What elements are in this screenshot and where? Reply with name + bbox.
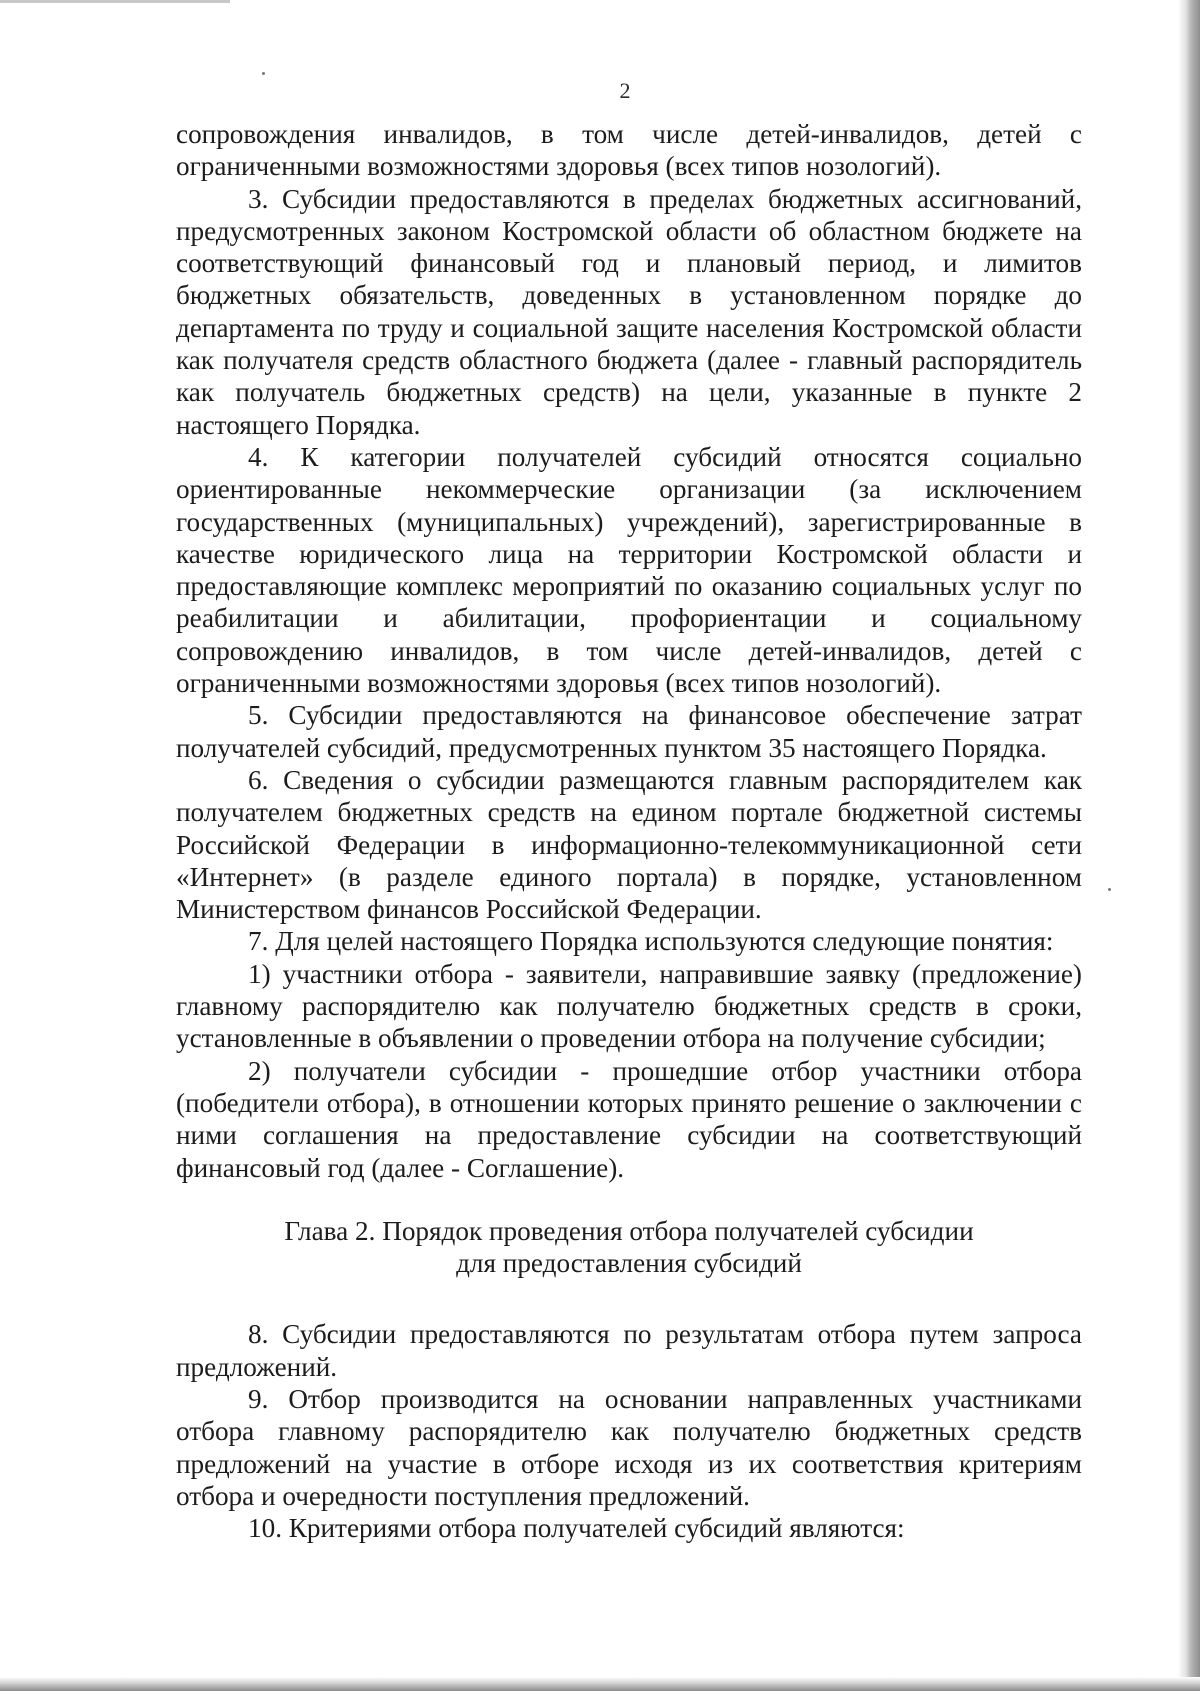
paragraph-item-10: 10. Критериями отбора получателей субсидий являются: [248,1513,905,1544]
chapter-heading-line-2: для предоставления субсидий [456,1248,802,1279]
paragraph-item-7: 7. Для целей настоящего Порядка используются следующие понятия: [248,926,1054,957]
paragraph-item-6: 6. Сведения о субсидии размещаются главным распорядителем как получателем бюджетных средств на едином портале бюджетной системы Российской Федерации в информационно-телекоммуникационной сети «Интернет» (в разделе единого портала) в порядке, установленном Министерством финансов Российской Федерации. [176,764,1082,925]
paragraph-item-4: 4. К категории получателей субсидий относятся социально ориентированные некоммерческие организации (за исключением государственных (муниципальных) учреждений), зарегистрированные в качестве юридического лица на территории Костромской области и предоставляющие комплекс мероприятий по оказанию социальных услуг по реабилитации и абилитации, профориентации и социальному сопровождению инвалидов, в том числе детей-инвалидов, детей с ограниченными возможностями здоровья (всех типов нозологий). [176,441,1082,699]
chapter-heading-line-1: Глава 2. Порядок проведения отбора получателей субсидии [284,1215,974,1246]
paragraph-item-3: 3. Субсидии предоставляются в пределах бюджетных ассигнований, предусмотренных законом Костромской области об областном бюджете на соответствующий финансовый год и плановый период, и лимитов бюджетных обязательств, доведенных в установленном порядке до департамента по труду и социальной защите населения Костромской области как получателя средств областного бюджета (далее - главный распорядитель как получатель бюджетных средств) на цели, указанные в пункте 2 настоящего Порядка. [176,183,1082,440]
paragraph-item-9: 9. Отбор производится на основании направленных участниками отбора главному распорядителю как получателю бюджетных средств предложений на участие в отборе исходя из их соответствия критериям отбора и очередности поступления предложений. [176,1383,1082,1511]
paragraph-subitem-1: 1) участники отбора - заявители, направившие заявку (предложение) главному распорядителю как получателю бюджетных средств в сроки, установленные в объявлении о проведении отбора на получение субсидии; [176,958,1082,1054]
chapter-heading [176,1215,1082,1280]
scan-speck [1108,888,1111,891]
paragraph-item-5: 5. Субсидии предоставляются на финансовое обеспечение затрат получателей субсидий, предусмотренных пунктом 35 настоящего Порядка. [176,700,1082,763]
paragraph-subitem-2: 2) получатели субсидии - прошедшие отбор участники отбора (победители отбора), в отношении которых принято решение о заключении с ними соглашения на предоставление субсидии на соответствующий финансовый год (далее - Соглашение). [176,1055,1082,1183]
paragraph-item-8: 8. Субсидии предоставляются по результатам отбора путем запроса предложений. [176,1319,1082,1382]
document-body [176,118,1082,1544]
scan-right-edge-shadow [1178,0,1200,1691]
scan-speck [262,72,265,75]
scan-bottom-edge-shadow [0,1677,1200,1691]
scan-top-edge [0,0,230,3]
page-number: 2 [619,78,631,103]
paragraph-continuation: сопровождения инвалидов, в том числе детей-инвалидов, детей с ограниченными возможностями здоровья (всех типов нозологий). [176,119,1082,182]
